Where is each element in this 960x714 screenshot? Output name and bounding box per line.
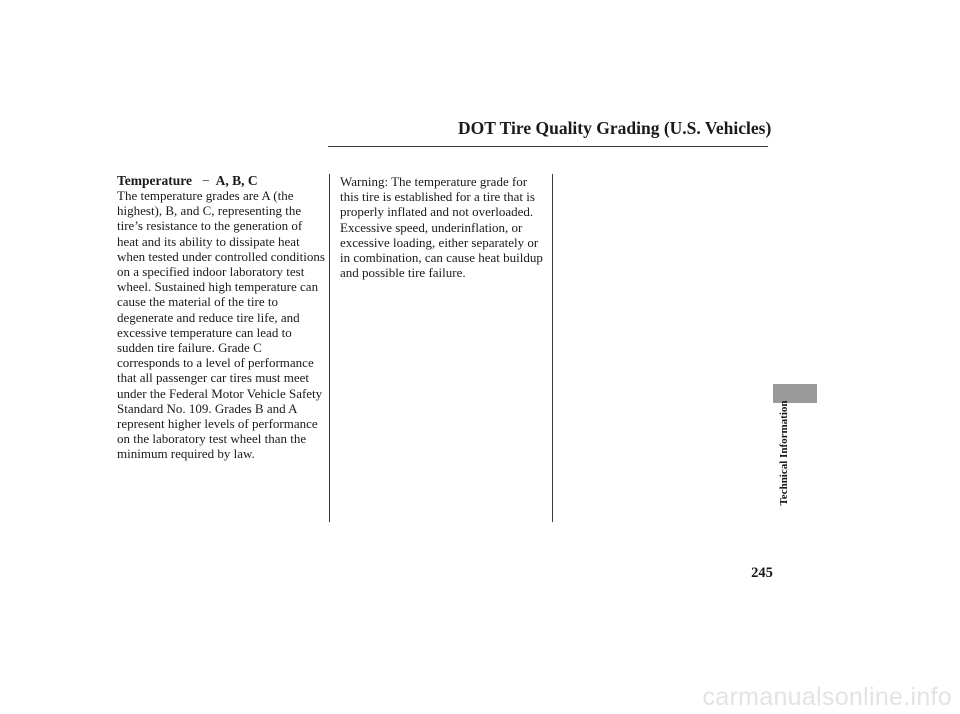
warning-paragraph: Warning: The temperature grade for this tire is established for a tire that is properly inflated and not overloaded. Excessive speed, underinflation, or excessive loading, either separately or in combination, can cause heat buildup and possible tire failure. <box>340 174 543 281</box>
column-divider-left <box>329 174 330 522</box>
page-number: 245 <box>751 565 773 581</box>
section-heading <box>117 173 258 189</box>
watermark: carmanualsonline.info <box>702 683 952 711</box>
page-title: DOT Tire Quality Grading (U.S. Vehicles) <box>458 118 772 138</box>
section-heading-grades: A, B, C <box>215 173 258 188</box>
header-rule <box>328 146 768 147</box>
section-heading-label: Temperature <box>117 173 192 188</box>
column-divider-right <box>552 174 553 522</box>
temperature-grades-paragraph: The temperature grades are A (the highest), B, and C, representing the tire’s resistance to the generation of heat and its ability to dissipate heat when tested under controlled conditions on a specified indoor laboratory test wheel. Sustained high temperature can cause the material of the tire to degenerate and reduce tire life, and excessive temperature can lead to sudden tire failure. Grade C corresponds to a level of performance that all passenger car tires must meet under the Federal Motor Vehicle Safety Standard No. 109. Grades B and A represent higher levels of performance on the laboratory test wheel than the minimum required by law. <box>117 188 325 462</box>
section-heading-dash: − <box>202 173 210 188</box>
section-side-label: Technical Information <box>778 400 790 506</box>
